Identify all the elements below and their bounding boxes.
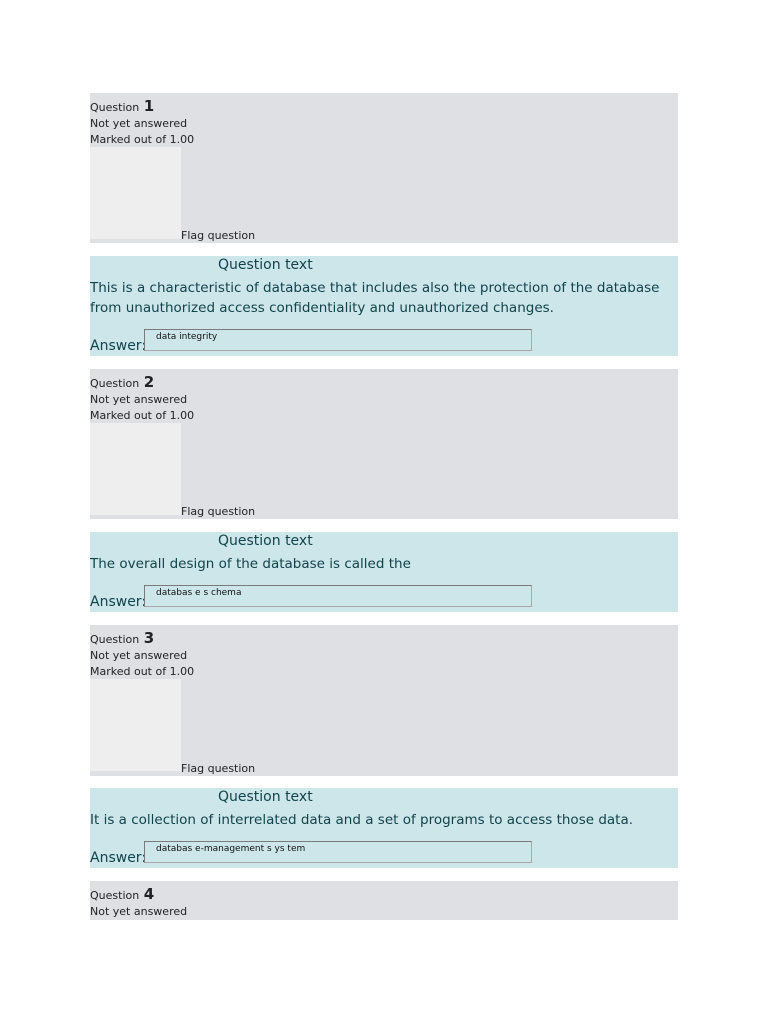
flag-question-link[interactable]: Flag question	[181, 505, 256, 518]
question-state: Not yet answered	[90, 117, 188, 130]
question-grade: Marked out of 1.00	[90, 133, 195, 146]
question-4-info	[90, 881, 678, 920]
question-grade: Marked out of 1.00	[90, 409, 195, 422]
question-text-heading: Question text	[218, 789, 313, 805]
question-number: Question 4	[90, 885, 155, 903]
flag-box	[90, 147, 181, 239]
question-3-content	[90, 788, 678, 868]
answer-label: Answer:	[90, 338, 147, 354]
question-text: It is a collection of interrelated data and a set of programs to access those data.	[90, 812, 634, 828]
question-grade: Marked out of 1.00	[90, 665, 195, 678]
question-text-heading: Question text	[218, 257, 313, 273]
answer-input[interactable]	[144, 329, 532, 351]
answer-input[interactable]	[144, 585, 532, 607]
question-number: Question 1	[90, 97, 155, 115]
question-state: Not yet answered	[90, 905, 188, 918]
question-text: The overall design of the database is called the	[90, 556, 411, 572]
question-state: Not yet answered	[90, 649, 188, 662]
question-text-heading: Question text	[218, 533, 313, 549]
answer-label: Answer:	[90, 850, 147, 866]
answer-label: Answer:	[90, 594, 147, 610]
question-2-info	[90, 369, 678, 519]
flag-box	[90, 679, 181, 771]
answer-input[interactable]	[144, 841, 532, 863]
question-2-content	[90, 532, 678, 612]
question-1-content	[90, 256, 678, 356]
question-number: Question 2	[90, 373, 155, 391]
question-text: This is a characteristic of database that includes also the protection of the database from unauthorized access confidentiality and unauthorized changes.	[90, 280, 660, 316]
flag-box	[90, 423, 181, 515]
question-state: Not yet answered	[90, 393, 188, 406]
question-number: Question 3	[90, 629, 155, 647]
flag-question-link[interactable]: Flag question	[181, 229, 256, 242]
question-1-info	[90, 93, 678, 243]
flag-question-link[interactable]: Flag question	[181, 762, 256, 775]
question-3-info	[90, 625, 678, 776]
